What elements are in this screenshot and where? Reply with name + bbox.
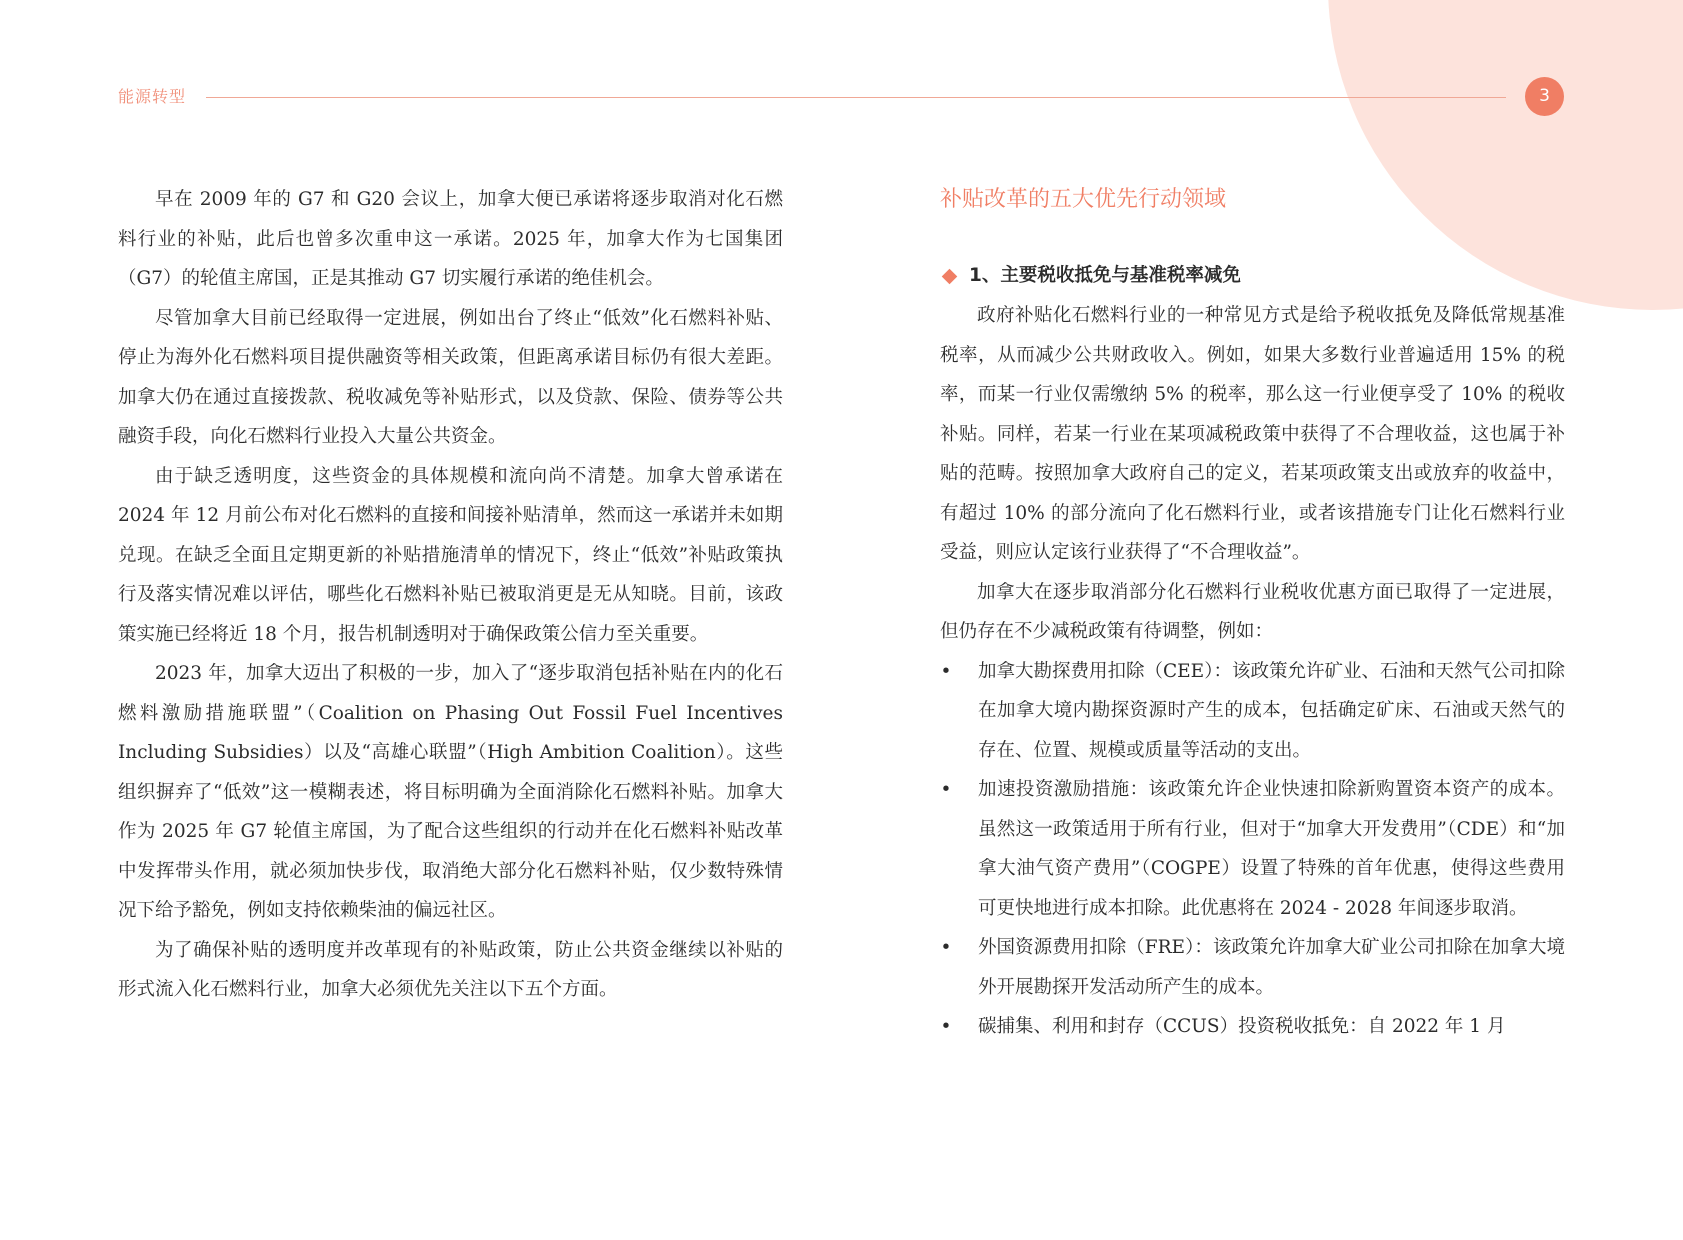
diamond-bullet-icon	[942, 268, 958, 284]
section-title: 补贴改革的五大优先行动领域	[940, 187, 1227, 212]
header-divider	[206, 97, 1506, 98]
bullet-dot-icon: •	[940, 779, 952, 800]
sub-heading-text: 1、主要税收抵免与基准税率减免	[969, 265, 1241, 286]
body-paragraph: 加拿大在逐步取消部分化石燃料行业税收优惠方面已取得了一定进展，但仍存在不少减税政策有待调整，例如：	[940, 581, 1565, 642]
bullet-dot-icon: •	[940, 660, 952, 682]
body-paragraph: 2023 年，加拿大迈出了积极的一步，加入了“逐步取消包括补贴在内的化石燃料激励措施联盟”（Coalition on Phasing Out Fossil Fuel Incentives Including Subsidies）以及“高雄心联盟”（High Ambition Coalition）。这些组织摒弃了“低效”这一模糊表述，将目标明确为全面消除化石燃料补贴。加拿大作为 2025 年 G7 轮值主席国，为了配合这些组织的行动并在化石燃料补贴改革中发挥带头作用，就必须加快步伐，取消绝大部分化石燃料补贴，仅少数特殊情况下给予豁免，例如支持依赖柴油的偏远社区。	[118, 663, 783, 921]
bullet-dot-icon: •	[940, 1016, 952, 1037]
body-paragraph: 早在 2009 年的 G7 和 G20 会议上，加拿大便已承诺将逐步取消对化石燃料行业的补贴，此后也曾多次重申这一承诺。2025 年，加拿大作为七国集团（G7）的轮值主席国，正是其推动 G7 切实履行承诺的绝佳机会。	[118, 189, 783, 289]
list-item-text: 加速投资激励措施：该政策允许企业快速扣除新购置资本资产的成本。虽然这一政策适用于所有行业，但对于“加拿大开发费用”（CDE）和“加拿大油气资产费用”（COGPE）设置了特殊的首年优惠，使得这些费用可更快地进行成本扣除。此优惠将在 2024 - 2028 年间逐步取消。	[978, 779, 1565, 919]
list-item-text: 碳捕集、利用和封存（CCUS）投资税收抵免：自 2022 年 1 月	[978, 1016, 1506, 1037]
body-paragraph: 由于缺乏透明度，这些资金的具体规模和流向尚不清楚。加拿大曾承诺在 2024 年 12 月前公布对化石燃料的直接和间接补贴清单，然而这一承诺并未如期兑现。在缺乏全面且定期更新的补贴措施清单的情况下，终止“低效”补贴政策执行及落实情况难以评估，哪些化石燃料补贴已被取消更是无从知晓。目前，该政策实施已经将近 18 个月，报告机制透明对于确保政策公信力至关重要。	[118, 465, 783, 645]
list-item	[940, 770, 1565, 928]
list-item	[940, 652, 1565, 771]
page-number-badge: 3	[1525, 77, 1564, 116]
list-item-text: 加拿大勘探费用扣除（CEE）：该政策允许矿业、石油和天然气公司扣除在加拿大境内勘探资源时产生的成本，包括确定矿床、石油或天然气的存在、位置、规模或质量等活动的支出。	[978, 660, 1565, 761]
running-header-title: 能源转型	[118, 87, 187, 106]
list-item	[940, 928, 1565, 1007]
list-item-text: 外国资源费用扣除（FRE）：该政策允许加拿大矿业公司扣除在加拿大境外开展勘探开发活动所产生的成本。	[978, 937, 1565, 998]
body-paragraph: 为了确保补贴的透明度并改革现有的补贴政策，防止公共资金继续以补贴的形式流入化石燃料行业，加拿大必须优先关注以下五个方面。	[118, 939, 783, 1000]
body-paragraph: 政府补贴化石燃料行业的一种常见方式是给予税收抵免及降低常规基准税率，从而减少公共财政收入。例如，如果大多数行业普遍适用 15% 的税率，而某一行业仅需缴纳 5% 的税率，那么这一行业便享受了 10% 的税收补贴。同样，若某一行业在某项减税政策中获得了不合理收益，这也属于补贴的范畴。按照加拿大政府自己的定义，若某项政策支出或放弃的收益中，有超过 10% 的部分流向了化石燃料行业，或者该措施专门让化石燃料行业受益，则应认定该行业获得了“不合理收益”。	[940, 305, 1565, 563]
right-column	[940, 180, 1565, 1047]
bullet-list	[940, 652, 1565, 1047]
left-column	[118, 180, 783, 1010]
list-item	[940, 1007, 1565, 1047]
sub-heading	[940, 256, 1565, 296]
body-paragraph: 尽管加拿大目前已经取得一定进展，例如出台了终止“低效”化石燃料补贴、停止为海外化石燃料项目提供融资等相关政策，但距离承诺目标仍有很大差距。加拿大仍在通过直接拨款、税收减免等补贴形式，以及贷款、保险、债券等公共融资手段，向化石燃料行业投入大量公共资金。	[118, 307, 783, 447]
bullet-dot-icon: •	[940, 937, 952, 958]
